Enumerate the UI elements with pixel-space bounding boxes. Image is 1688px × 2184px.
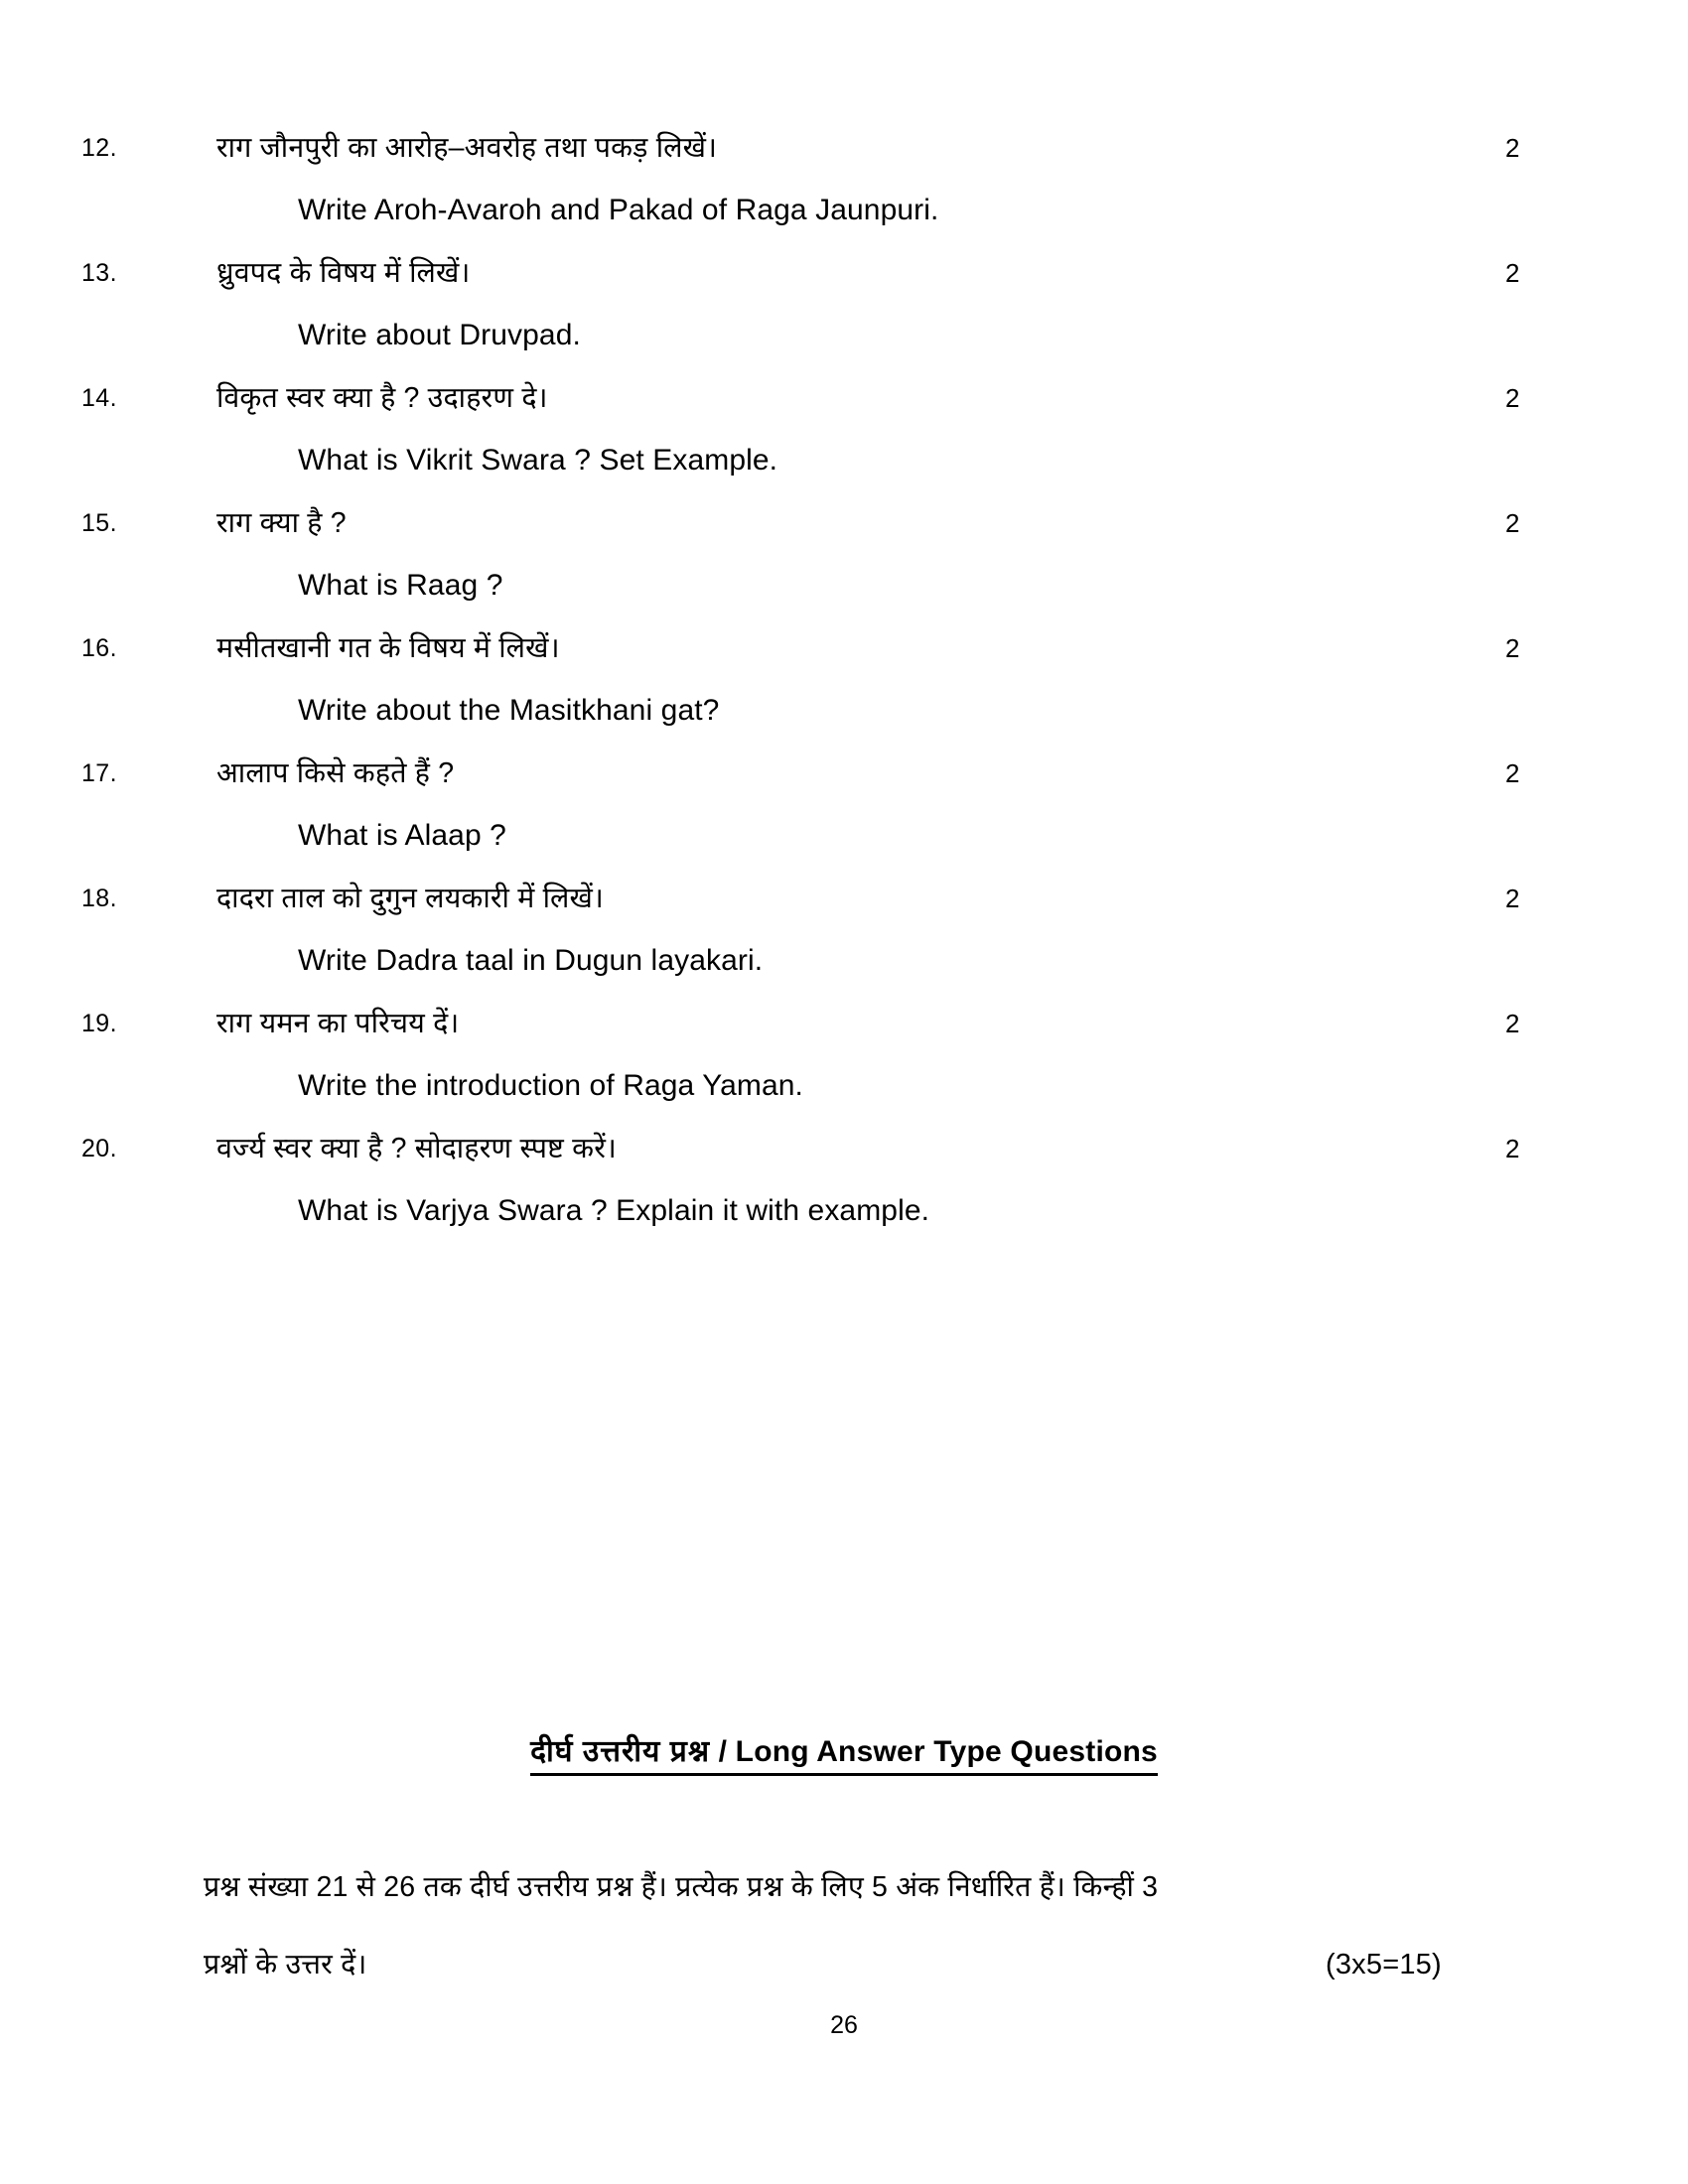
question-hindi-row xyxy=(0,868,1688,929)
question-number: 20. xyxy=(81,1135,117,1162)
question-marks: 2 xyxy=(1505,383,1520,413)
question-text-english: What is Raag ? xyxy=(298,569,503,602)
question-hindi-row xyxy=(0,367,1688,429)
question-hindi-row xyxy=(0,1118,1688,1179)
question-list xyxy=(0,117,1688,1243)
question-item xyxy=(0,743,1688,868)
instructions-marks-note: (3x5=15) xyxy=(1326,1949,1442,1980)
question-text-hindi: विकृत स्वर क्या है ? उदाहरण दे। xyxy=(216,382,548,414)
question-text-hindi: दादरा ताल को दुगुन लयकारी में लिखें। xyxy=(216,883,605,914)
question-text-english: What is Vikrit Swara ? Set Example. xyxy=(298,444,778,477)
question-number: 14. xyxy=(81,384,117,412)
question-marks: 2 xyxy=(1505,758,1520,788)
question-hindi-row xyxy=(0,117,1688,179)
question-number: 12. xyxy=(81,134,117,162)
question-item xyxy=(0,617,1688,743)
question-item xyxy=(0,868,1688,993)
question-hindi-row xyxy=(0,617,1688,679)
instructions-line-2-wrapper xyxy=(204,1926,1594,2003)
question-hindi-row xyxy=(0,492,1688,554)
question-text-hindi: मसीतखानी गत के विषय में लिखें। xyxy=(216,632,560,664)
question-item xyxy=(0,242,1688,367)
question-item xyxy=(0,1118,1688,1243)
question-marks: 2 xyxy=(1505,508,1520,538)
question-text-english: Write about Druvpad. xyxy=(298,319,581,351)
section-heading-english: Long Answer Type Questions xyxy=(735,1735,1158,1768)
question-text-hindi: वर्ज्य स्वर क्या है ? सोदाहरण स्पष्ट करें। xyxy=(216,1133,618,1164)
instructions-line-2: प्रश्नों के उत्तर दें। xyxy=(204,1949,367,1980)
question-hindi-row xyxy=(0,242,1688,304)
question-marks: 2 xyxy=(1505,133,1520,163)
section-heading-underline xyxy=(530,1729,1158,1776)
question-item xyxy=(0,993,1688,1118)
question-number: 18. xyxy=(81,885,117,912)
question-marks: 2 xyxy=(1505,884,1520,913)
question-number: 19. xyxy=(81,1010,117,1037)
page-number: 26 xyxy=(830,2011,858,2039)
question-item xyxy=(0,117,1688,242)
question-text-english: Write the introduction of Raga Yaman. xyxy=(298,1069,803,1102)
question-marks: 2 xyxy=(1505,1009,1520,1038)
question-text-hindi: राग जौनपुरी का आरोह–अवरोह तथा पकड़ लिखें। xyxy=(216,132,718,164)
section-heading-hindi: दीर्घ उत्तरीय प्रश्न xyxy=(530,1735,711,1768)
question-text-english: Write about the Masitkhani gat? xyxy=(298,694,720,727)
question-number: 16. xyxy=(81,634,117,662)
question-marks: 2 xyxy=(1505,633,1520,663)
question-marks: 2 xyxy=(1505,1134,1520,1163)
question-text-hindi: ध्रुवपद के विषय में लिखें। xyxy=(216,257,471,289)
instructions-line-1: प्रश्न संख्या 21 से 26 तक दीर्घ उत्तरीय प्रश्न हैं। प्रत्येक प्रश्न के लिए 5 अंक निर्धारित हैं। किन्हीं 3 xyxy=(204,1871,1159,1903)
section-heading-separator: / xyxy=(710,1735,736,1768)
question-text-english: Write Aroh-Avaroh and Pakad of Raga Jaunpuri. xyxy=(298,194,939,226)
question-item xyxy=(0,492,1688,617)
question-number: 17. xyxy=(81,759,117,787)
question-number: 13. xyxy=(81,259,117,287)
question-text-hindi: राग यमन का परिचय दें। xyxy=(216,1008,460,1039)
instructions-paragraph xyxy=(204,1848,1594,2003)
question-hindi-row xyxy=(0,993,1688,1054)
question-hindi-row xyxy=(0,743,1688,804)
section-heading xyxy=(0,1729,1688,1776)
question-text-hindi: आलाप किसे कहते हैं ? xyxy=(216,757,455,789)
question-marks: 2 xyxy=(1505,258,1520,288)
question-text-hindi: राग क्या है ? xyxy=(216,507,347,539)
question-text-english: What is Alaap ? xyxy=(298,819,506,852)
question-text-english: What is Varjya Swara ? Explain it with example. xyxy=(298,1194,930,1227)
question-text-english: Write Dadra taal in Dugun layakari. xyxy=(298,944,764,977)
question-item xyxy=(0,367,1688,492)
question-number: 15. xyxy=(81,509,117,537)
